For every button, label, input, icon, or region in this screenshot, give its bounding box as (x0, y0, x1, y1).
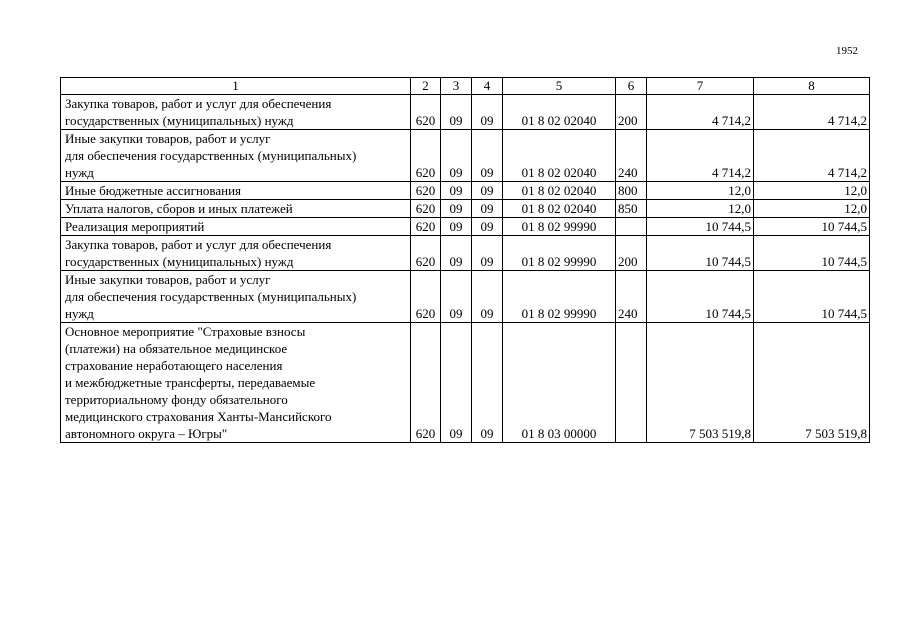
table-row (61, 200, 870, 218)
cell-amount-7: 12,0 (647, 200, 754, 218)
cell-item-name (61, 95, 411, 130)
cell-target-article: 01 8 02 02040 (503, 182, 616, 200)
cell-subsection: 09 (472, 130, 503, 182)
cell-section: 09 (441, 218, 472, 236)
cell-amount-7: 4 714,2 (647, 95, 754, 130)
cell-item-name (61, 236, 411, 271)
column-header: 3 (441, 78, 472, 95)
table-row (61, 182, 870, 200)
cell-amount-8: 7 503 519,8 (754, 323, 870, 443)
item-name-line: территориальному фонду обязательного (65, 392, 288, 407)
cell-subsection: 09 (472, 218, 503, 236)
cell-item-name (61, 200, 411, 218)
cell-amount-7: 4 714,2 (647, 130, 754, 182)
column-header: 4 (472, 78, 503, 95)
table-row (61, 95, 870, 130)
page-number: 1952 (836, 45, 858, 57)
cell-section: 09 (441, 182, 472, 200)
cell-subsection: 09 (472, 271, 503, 323)
cell-administrator-code: 620 (411, 323, 441, 443)
cell-expense-type: 200 (616, 95, 647, 130)
table-row (61, 218, 870, 236)
cell-subsection: 09 (472, 95, 503, 130)
cell-administrator-code: 620 (411, 130, 441, 182)
cell-section: 09 (441, 95, 472, 130)
cell-expense-type: 850 (616, 200, 647, 218)
cell-item-name (61, 271, 411, 323)
cell-amount-8: 12,0 (754, 200, 870, 218)
cell-item-name (61, 182, 411, 200)
cell-target-article: 01 8 02 02040 (503, 200, 616, 218)
item-name-line: Иные бюджетные ассигнования (65, 183, 242, 198)
table-row (61, 323, 870, 443)
item-name-line: государственных (муниципальных) нужд (65, 254, 294, 269)
cell-administrator-code: 620 (411, 218, 441, 236)
column-header: 7 (647, 78, 754, 95)
cell-section: 09 (441, 323, 472, 443)
item-name-line: нужд (65, 165, 94, 180)
item-name-line: страхование неработающего населения (65, 358, 283, 373)
cell-amount-7: 7 503 519,8 (647, 323, 754, 443)
cell-subsection: 09 (472, 200, 503, 218)
cell-section: 09 (441, 236, 472, 271)
cell-expense-type: 200 (616, 236, 647, 271)
item-name-line: Закупка товаров, работ и услуг для обеспечения (65, 237, 332, 252)
item-name-line: для обеспечения государственных (муниципальных) (65, 148, 357, 163)
item-name-line: для обеспечения государственных (муниципальных) (65, 289, 357, 304)
cell-amount-7: 10 744,5 (647, 236, 754, 271)
cell-subsection: 09 (472, 182, 503, 200)
item-name-line: Иные закупки товаров, работ и услуг (65, 131, 271, 146)
table-row (61, 236, 870, 271)
cell-section: 09 (441, 271, 472, 323)
item-name-line: Основное мероприятие "Страховые взносы (65, 324, 306, 339)
cell-administrator-code: 620 (411, 182, 441, 200)
cell-item-name (61, 218, 411, 236)
cell-target-article: 01 8 02 99990 (503, 271, 616, 323)
cell-expense-type: 800 (616, 182, 647, 200)
item-name-line: автономного округа – Югры" (65, 426, 228, 441)
cell-amount-8: 10 744,5 (754, 271, 870, 323)
cell-amount-7: 10 744,5 (647, 218, 754, 236)
table-header-row (61, 78, 870, 95)
cell-item-name (61, 130, 411, 182)
item-name-line: Закупка товаров, работ и услуг для обеспечения (65, 96, 332, 111)
cell-amount-8: 12,0 (754, 182, 870, 200)
cell-expense-type: 240 (616, 271, 647, 323)
item-name-line: Иные закупки товаров, работ и услуг (65, 272, 271, 287)
cell-target-article: 01 8 02 02040 (503, 95, 616, 130)
cell-target-article: 01 8 02 99990 (503, 218, 616, 236)
cell-amount-7: 12,0 (647, 182, 754, 200)
column-header: 8 (754, 78, 870, 95)
column-header: 6 (616, 78, 647, 95)
cell-amount-8: 4 714,2 (754, 95, 870, 130)
item-name-line: нужд (65, 306, 94, 321)
cell-expense-type: 240 (616, 130, 647, 182)
cell-target-article: 01 8 02 99990 (503, 236, 616, 271)
item-name-line: (платежи) на обязательное медицинское (65, 341, 288, 356)
item-name-line: медицинского страхования Ханты-Мансийского (65, 409, 332, 424)
cell-expense-type (616, 218, 647, 236)
column-header: 5 (503, 78, 616, 95)
column-header: 1 (61, 78, 411, 95)
cell-subsection: 09 (472, 236, 503, 271)
cell-item-name (61, 323, 411, 443)
cell-target-article: 01 8 03 00000 (503, 323, 616, 443)
cell-expense-type (616, 323, 647, 443)
cell-subsection: 09 (472, 323, 503, 443)
column-header: 2 (411, 78, 441, 95)
item-name-line: Уплата налогов, сборов и иных платежей (65, 201, 293, 216)
cell-administrator-code: 620 (411, 200, 441, 218)
item-name-line: государственных (муниципальных) нужд (65, 113, 294, 128)
cell-administrator-code: 620 (411, 236, 441, 271)
budget-table (60, 77, 870, 443)
table-row (61, 271, 870, 323)
cell-amount-8: 10 744,5 (754, 236, 870, 271)
cell-amount-7: 10 744,5 (647, 271, 754, 323)
table-row (61, 130, 870, 182)
cell-administrator-code: 620 (411, 271, 441, 323)
cell-section: 09 (441, 130, 472, 182)
cell-amount-8: 4 714,2 (754, 130, 870, 182)
cell-section: 09 (441, 200, 472, 218)
item-name-line: и межбюджетные трансферты, передаваемые (65, 375, 316, 390)
cell-administrator-code: 620 (411, 95, 441, 130)
cell-amount-8: 10 744,5 (754, 218, 870, 236)
cell-target-article: 01 8 02 02040 (503, 130, 616, 182)
item-name-line: Реализация мероприятий (65, 219, 205, 234)
